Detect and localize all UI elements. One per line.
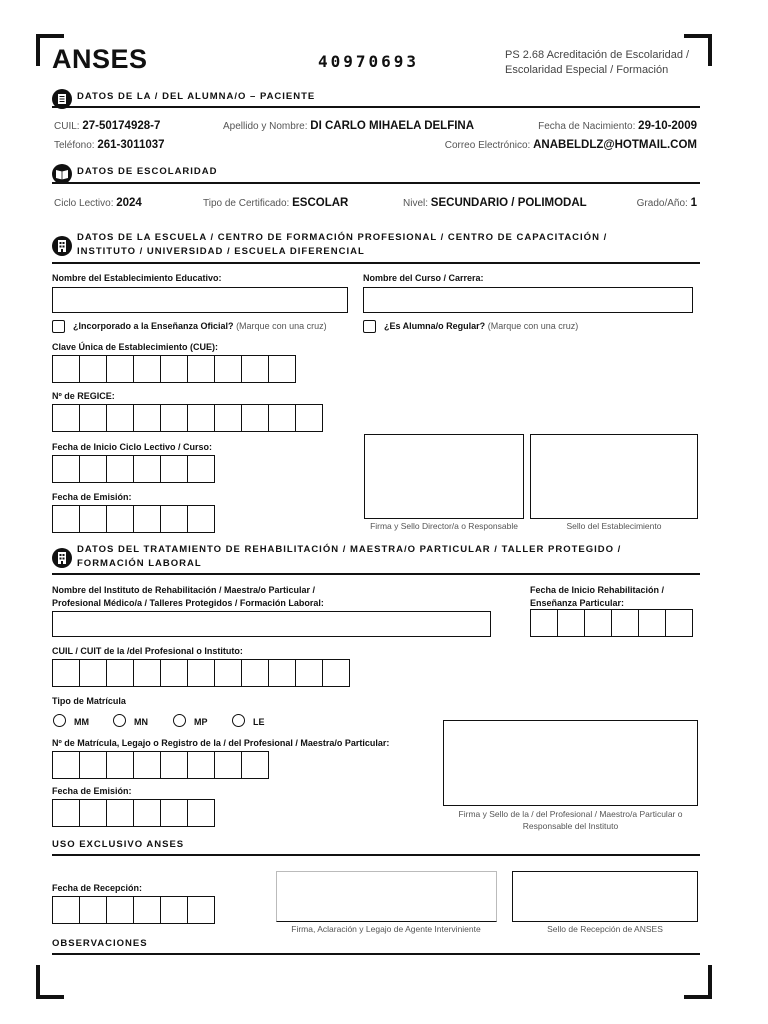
cue-label: Clave Única de Establecimiento (CUE): xyxy=(52,342,219,352)
corner-mark-bottom-right xyxy=(708,965,712,999)
school-start-label: Fecha de Inicio Ciclo Lectivo / Curso: xyxy=(52,442,213,452)
level-label: Nivel: xyxy=(403,198,429,209)
digit-cell[interactable] xyxy=(187,404,215,432)
digit-cell[interactable] xyxy=(160,355,188,383)
digit-cell[interactable] xyxy=(106,404,134,432)
digit-cell[interactable] xyxy=(79,799,107,827)
establishment-label: Nombre del Establecimiento Educativo: xyxy=(52,273,222,283)
treatment-title-line: DATOS DEL TRATAMIENTO DE REHABILITACIÓN / MAESTRA/O PARTICULAR / TALLER PROTEGIDO / xyxy=(77,544,622,555)
establishment-input[interactable] xyxy=(52,287,348,313)
corner-mark-bottom-left xyxy=(36,965,40,999)
digit-cell[interactable] xyxy=(79,355,107,383)
digit-cell[interactable] xyxy=(530,609,558,637)
book-icon xyxy=(52,164,72,184)
digit-cell[interactable] xyxy=(160,659,188,687)
treatment-section-title xyxy=(77,543,621,571)
digit-cell[interactable] xyxy=(665,609,693,637)
cuit-label: CUIL / CUIT de la /del Profesional o Instituto: xyxy=(52,646,243,656)
official-checkbox[interactable] xyxy=(52,320,65,333)
building-icon xyxy=(52,236,72,256)
professional-caption-line: Firma y Sello de la / del Profesional / Maestro/a Particular o xyxy=(458,809,683,819)
digit-cell[interactable] xyxy=(322,659,350,687)
digit-cell[interactable] xyxy=(160,799,188,827)
email-label: Correo Electrónico: xyxy=(444,140,531,151)
digit-cell[interactable] xyxy=(106,505,134,533)
digit-cell[interactable] xyxy=(133,751,161,779)
digit-cell[interactable] xyxy=(106,355,134,383)
treatment-title-line: FORMACIÓN LABORAL xyxy=(77,558,202,569)
school-start-grid[interactable] xyxy=(52,455,215,483)
course-input[interactable] xyxy=(363,287,693,313)
official-question xyxy=(73,321,327,331)
professional-signature-box[interactable] xyxy=(443,720,698,806)
digit-cell[interactable] xyxy=(160,505,188,533)
cuil-label: CUIL: xyxy=(54,121,80,132)
license-mp-radio[interactable] xyxy=(173,714,186,727)
grade-label: Grado/Año: xyxy=(636,198,688,209)
cuil-value: 27-50174928-7 xyxy=(82,120,161,132)
license-number-label: Nº de Matrícula, Legajo o Registro de la / del Profesional / Maestra/o Particular: xyxy=(52,738,390,748)
anses-seal-caption: Sello de Recepción de ANSES xyxy=(547,924,663,934)
email-value: ANABELDLZ@HOTMAIL.COM xyxy=(533,139,697,151)
digit-cell[interactable] xyxy=(638,609,666,637)
student-section-title: DATOS DE LA / DEL ALUMNA/O – PACIENTE xyxy=(77,91,316,102)
building-icon xyxy=(52,548,72,568)
name-label: Apellido y Nombre: xyxy=(223,121,308,132)
phone-value: 261-3011037 xyxy=(97,139,165,151)
digit-cell[interactable] xyxy=(557,609,585,637)
digit-cell[interactable] xyxy=(214,404,242,432)
anses-use-section-title: USO EXCLUSIVO ANSES xyxy=(52,839,185,850)
cert-value: ESCOLAR xyxy=(292,197,349,209)
digit-cell[interactable] xyxy=(214,355,242,383)
digit-cell[interactable] xyxy=(160,455,188,483)
document-number: 40970693 xyxy=(318,52,420,71)
digit-cell[interactable] xyxy=(268,404,296,432)
digit-cell[interactable] xyxy=(241,751,269,779)
birth-label: Fecha de Nacimiento: xyxy=(538,121,636,132)
section-divider xyxy=(52,182,700,184)
digit-cell[interactable] xyxy=(187,355,215,383)
course-label: Nombre del Curso / Carrera: xyxy=(363,273,484,283)
form-title-line: PS 2.68 Acreditación de Escolaridad / xyxy=(505,49,690,61)
license-mn-label: MN xyxy=(134,717,148,727)
school-issue-label: Fecha de Emisión: xyxy=(52,492,132,502)
digit-cell[interactable] xyxy=(106,455,134,483)
digit-cell[interactable] xyxy=(241,355,269,383)
digit-cell[interactable] xyxy=(295,404,323,432)
treatment-issue-grid[interactable] xyxy=(52,799,215,827)
agent-signature-caption: Firma, Aclaración y Legajo de Agente Interviniente xyxy=(291,924,481,934)
level-field xyxy=(403,197,587,209)
license-le-label: LE xyxy=(253,717,265,727)
observations-section-title: OBSERVACIONES xyxy=(52,938,148,949)
cert-field xyxy=(203,197,348,209)
school-title-line: DATOS DE LA ESCUELA / CENTRO DE FORMACIÓN PROFESIONAL / CENTRO DE CAPACITACIÓN / xyxy=(77,232,608,243)
digit-cell[interactable] xyxy=(187,659,215,687)
name-field xyxy=(223,120,474,132)
corner-mark-top-left xyxy=(36,34,64,38)
official-label: ¿Incorporado a la Enseñanza Oficial? xyxy=(73,321,234,331)
corner-mark-top-left xyxy=(36,34,40,66)
digit-cell[interactable] xyxy=(295,659,323,687)
digit-cell[interactable] xyxy=(160,404,188,432)
digit-cell[interactable] xyxy=(106,799,134,827)
regular-label: ¿Es Alumna/o Regular? xyxy=(384,321,486,331)
digit-cell[interactable] xyxy=(52,505,80,533)
birth-field xyxy=(538,120,697,132)
digit-cell[interactable] xyxy=(106,896,134,924)
school-title-line: INSTITUTO / UNIVERSIDAD / ESCUELA DIFERENCIAL xyxy=(77,246,365,257)
digit-cell[interactable] xyxy=(52,455,80,483)
license-mm-label: MM xyxy=(74,717,89,727)
section-divider xyxy=(52,573,700,575)
school-issue-grid[interactable] xyxy=(52,505,215,533)
digit-cell[interactable] xyxy=(160,751,188,779)
digit-cell[interactable] xyxy=(133,799,161,827)
digit-cell[interactable] xyxy=(52,355,80,383)
digit-cell[interactable] xyxy=(187,751,215,779)
institute-label-line: Profesional Médico/a / Talleres Protegidos / Formación Laboral: xyxy=(52,598,324,608)
regice-label: Nº de REGICE: xyxy=(52,391,115,401)
digit-cell[interactable] xyxy=(241,659,269,687)
license-number-grid[interactable] xyxy=(52,751,269,779)
license-mm-radio[interactable] xyxy=(53,714,66,727)
institute-label xyxy=(52,584,324,610)
regular-checkbox[interactable] xyxy=(363,320,376,333)
digit-cell[interactable] xyxy=(268,355,296,383)
director-signature-caption: Firma y Sello Director/a o Responsable xyxy=(370,521,518,531)
cuit-input-grid[interactable] xyxy=(52,659,350,687)
regular-question xyxy=(384,321,578,331)
section-divider xyxy=(52,106,700,108)
corner-mark-top-right xyxy=(708,34,712,66)
rehab-start-grid[interactable] xyxy=(530,609,693,637)
director-signature-box[interactable] xyxy=(364,434,524,519)
digit-cell[interactable] xyxy=(187,455,215,483)
digit-cell[interactable] xyxy=(187,896,215,924)
birth-value: 29-10-2009 xyxy=(638,120,697,132)
reception-date-grid[interactable] xyxy=(52,896,215,924)
treatment-issue-label: Fecha de Emisión: xyxy=(52,786,132,796)
form-title-line: Escolaridad Especial / Formación xyxy=(505,64,669,76)
institute-label-line: Nombre del Instituto de Rehabilitación / Maestra/o Particular / xyxy=(52,585,316,595)
digit-cell[interactable] xyxy=(106,751,134,779)
digit-cell[interactable] xyxy=(133,896,161,924)
cert-label: Tipo de Certificado: xyxy=(203,198,290,209)
corner-mark-bottom-left xyxy=(36,995,64,999)
digit-cell[interactable] xyxy=(106,659,134,687)
digit-cell[interactable] xyxy=(79,896,107,924)
regular-hint: (Marque con una cruz) xyxy=(487,321,579,331)
rehab-start-label xyxy=(530,584,664,610)
cuil-field xyxy=(54,120,160,132)
section-divider xyxy=(52,953,700,955)
rehab-start-label-line: Enseñanza Particular: xyxy=(530,598,625,608)
digit-cell[interactable] xyxy=(133,505,161,533)
digit-cell[interactable] xyxy=(214,751,242,779)
digit-cell[interactable] xyxy=(241,404,269,432)
professional-caption-line: Responsable del Instituto xyxy=(522,821,619,831)
agent-signature-box[interactable] xyxy=(276,871,497,922)
year-value: 2024 xyxy=(116,197,142,209)
digit-cell[interactable] xyxy=(52,659,80,687)
schooling-section-title: DATOS DE ESCOLARIDAD xyxy=(77,166,218,177)
reception-label: Fecha de Recepción: xyxy=(52,883,143,893)
digit-cell[interactable] xyxy=(79,751,107,779)
digit-cell[interactable] xyxy=(611,609,639,637)
name-value: DI CARLO MIHAELA DELFINA xyxy=(310,120,475,132)
digit-cell[interactable] xyxy=(268,659,296,687)
email-field xyxy=(445,139,697,151)
digit-cell[interactable] xyxy=(79,505,107,533)
digit-cell[interactable] xyxy=(52,896,80,924)
license-mn-radio[interactable] xyxy=(113,714,126,727)
digit-cell[interactable] xyxy=(79,659,107,687)
section-divider xyxy=(52,262,700,264)
regice-input-grid[interactable] xyxy=(52,404,323,432)
license-mp-label: MP xyxy=(194,717,208,727)
establishment-seal-caption: Sello del Establecimiento xyxy=(566,521,662,531)
digit-cell[interactable] xyxy=(187,799,215,827)
rehab-start-label-line: Fecha de Inicio Rehabilitación / xyxy=(530,585,665,595)
grade-value: 1 xyxy=(690,197,697,209)
digit-cell[interactable] xyxy=(214,659,242,687)
year-label: Ciclo Lectivo: xyxy=(54,198,114,209)
anses-seal-box[interactable] xyxy=(512,871,698,922)
professional-signature-caption xyxy=(443,808,698,832)
anses-logo: ANSES xyxy=(52,44,148,74)
phone-label: Teléfono: xyxy=(54,140,95,151)
digit-cell[interactable] xyxy=(584,609,612,637)
establishment-seal-box[interactable] xyxy=(530,434,698,519)
form-title xyxy=(505,48,689,78)
digit-cell[interactable] xyxy=(52,404,80,432)
school-section-title xyxy=(77,231,607,259)
digit-cell[interactable] xyxy=(52,799,80,827)
level-value: SECUNDARIO / POLIMODAL xyxy=(430,197,587,209)
license-type-label: Tipo de Matrícula xyxy=(52,696,126,706)
year-field xyxy=(54,197,142,209)
phone-field xyxy=(54,139,165,151)
digit-cell[interactable] xyxy=(133,355,161,383)
digit-cell[interactable] xyxy=(79,455,107,483)
cue-input-grid[interactable] xyxy=(52,355,296,383)
digit-cell[interactable] xyxy=(52,751,80,779)
institute-input[interactable] xyxy=(52,611,491,637)
section-divider xyxy=(52,854,700,856)
digit-cell[interactable] xyxy=(187,505,215,533)
digit-cell[interactable] xyxy=(133,659,161,687)
grade-field xyxy=(637,197,697,209)
digit-cell[interactable] xyxy=(133,455,161,483)
digit-cell[interactable] xyxy=(160,896,188,924)
license-le-radio[interactable] xyxy=(232,714,245,727)
digit-cell[interactable] xyxy=(79,404,107,432)
official-hint: (Marque con una cruz) xyxy=(236,321,327,331)
digit-cell[interactable] xyxy=(133,404,161,432)
